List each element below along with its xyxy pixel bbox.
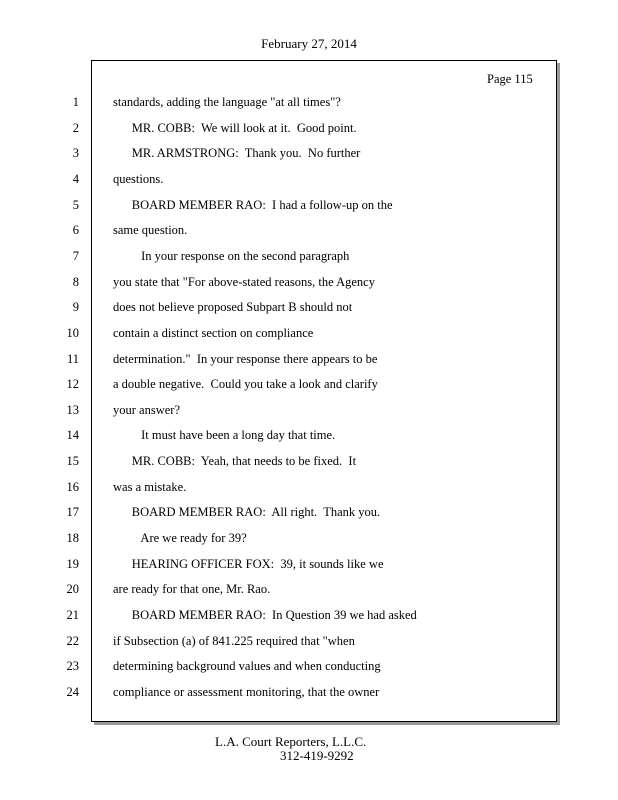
line-number: 22 xyxy=(66,633,79,648)
line-text: MR. COBB: Yeah, that needs to be fixed. It xyxy=(113,454,357,469)
line-text: determination." In your response there appears to be xyxy=(113,351,378,366)
line-text: your answer? xyxy=(113,402,180,417)
line-number: 15 xyxy=(66,454,79,469)
line-text: determining background values and when conducting xyxy=(113,659,381,674)
line-text: are ready for that one, Mr. Rao. xyxy=(113,582,271,597)
line-text: Are we ready for 39? xyxy=(113,531,247,545)
line-number: 18 xyxy=(66,531,79,545)
line-text: HEARING OFFICER FOX: 39, it sounds like we xyxy=(113,556,384,571)
line-text: MR. ARMSTRONG: Thank you. No further xyxy=(113,146,361,161)
line-text: In your response on the second paragraph xyxy=(113,248,350,263)
line-number: 23 xyxy=(66,659,79,674)
line-number: 24 xyxy=(66,684,79,699)
line-text: you state that "For above-stated reasons, the Agency xyxy=(113,274,375,289)
line-text: same question. xyxy=(113,223,188,238)
line-number: 3 xyxy=(72,146,79,161)
line-text: does not believe proposed Subpart B should not xyxy=(113,300,353,315)
line-number: 12 xyxy=(66,377,79,392)
line-text: was a mistake. xyxy=(113,479,187,494)
header-date: February 27, 2014 xyxy=(261,36,357,51)
line-number: 7 xyxy=(72,248,79,263)
line-text: standards, adding the language "at all times"? xyxy=(113,95,341,109)
line-text: BOARD MEMBER RAO: I had a follow-up on the xyxy=(113,197,393,212)
line-number: 8 xyxy=(72,274,79,289)
line-text: BOARD MEMBER RAO: All right. Thank you. xyxy=(113,505,381,520)
line-text: a double negative. Could you take a look and clarify xyxy=(113,377,378,392)
line-number: 10 xyxy=(66,325,79,340)
line-number: 2 xyxy=(72,120,79,135)
line-number: 16 xyxy=(66,479,79,494)
footer-company: L.A. Court Reporters, L.L.C. xyxy=(215,734,367,749)
line-text: compliance or assessment monitoring, that the owner xyxy=(113,684,380,699)
line-number: 19 xyxy=(66,556,79,571)
line-number: 14 xyxy=(66,428,79,443)
line-number: 21 xyxy=(66,608,79,622)
line-number: 17 xyxy=(66,505,79,520)
line-text: questions. xyxy=(113,171,164,186)
line-number: 9 xyxy=(72,300,79,315)
page-number: Page 115 xyxy=(487,72,533,86)
line-number: 11 xyxy=(66,351,79,366)
line-text: It must have been a long day that time. xyxy=(113,428,336,443)
line-number: 6 xyxy=(72,223,79,238)
line-text: BOARD MEMBER RAO: In Question 39 we had asked xyxy=(113,608,417,622)
line-number: 13 xyxy=(66,402,79,417)
line-text: if Subsection (a) of 841.225 required that "when xyxy=(113,633,355,648)
line-number: 1 xyxy=(72,95,79,109)
footer-phone: 312-419-9292 xyxy=(280,748,354,763)
line-number: 5 xyxy=(72,197,79,212)
line-text: contain a distinct section on compliance xyxy=(113,325,314,340)
line-text: MR. COBB: We will look at it. Good point. xyxy=(113,120,357,135)
line-number: 4 xyxy=(72,171,79,186)
line-number: 20 xyxy=(66,582,79,597)
